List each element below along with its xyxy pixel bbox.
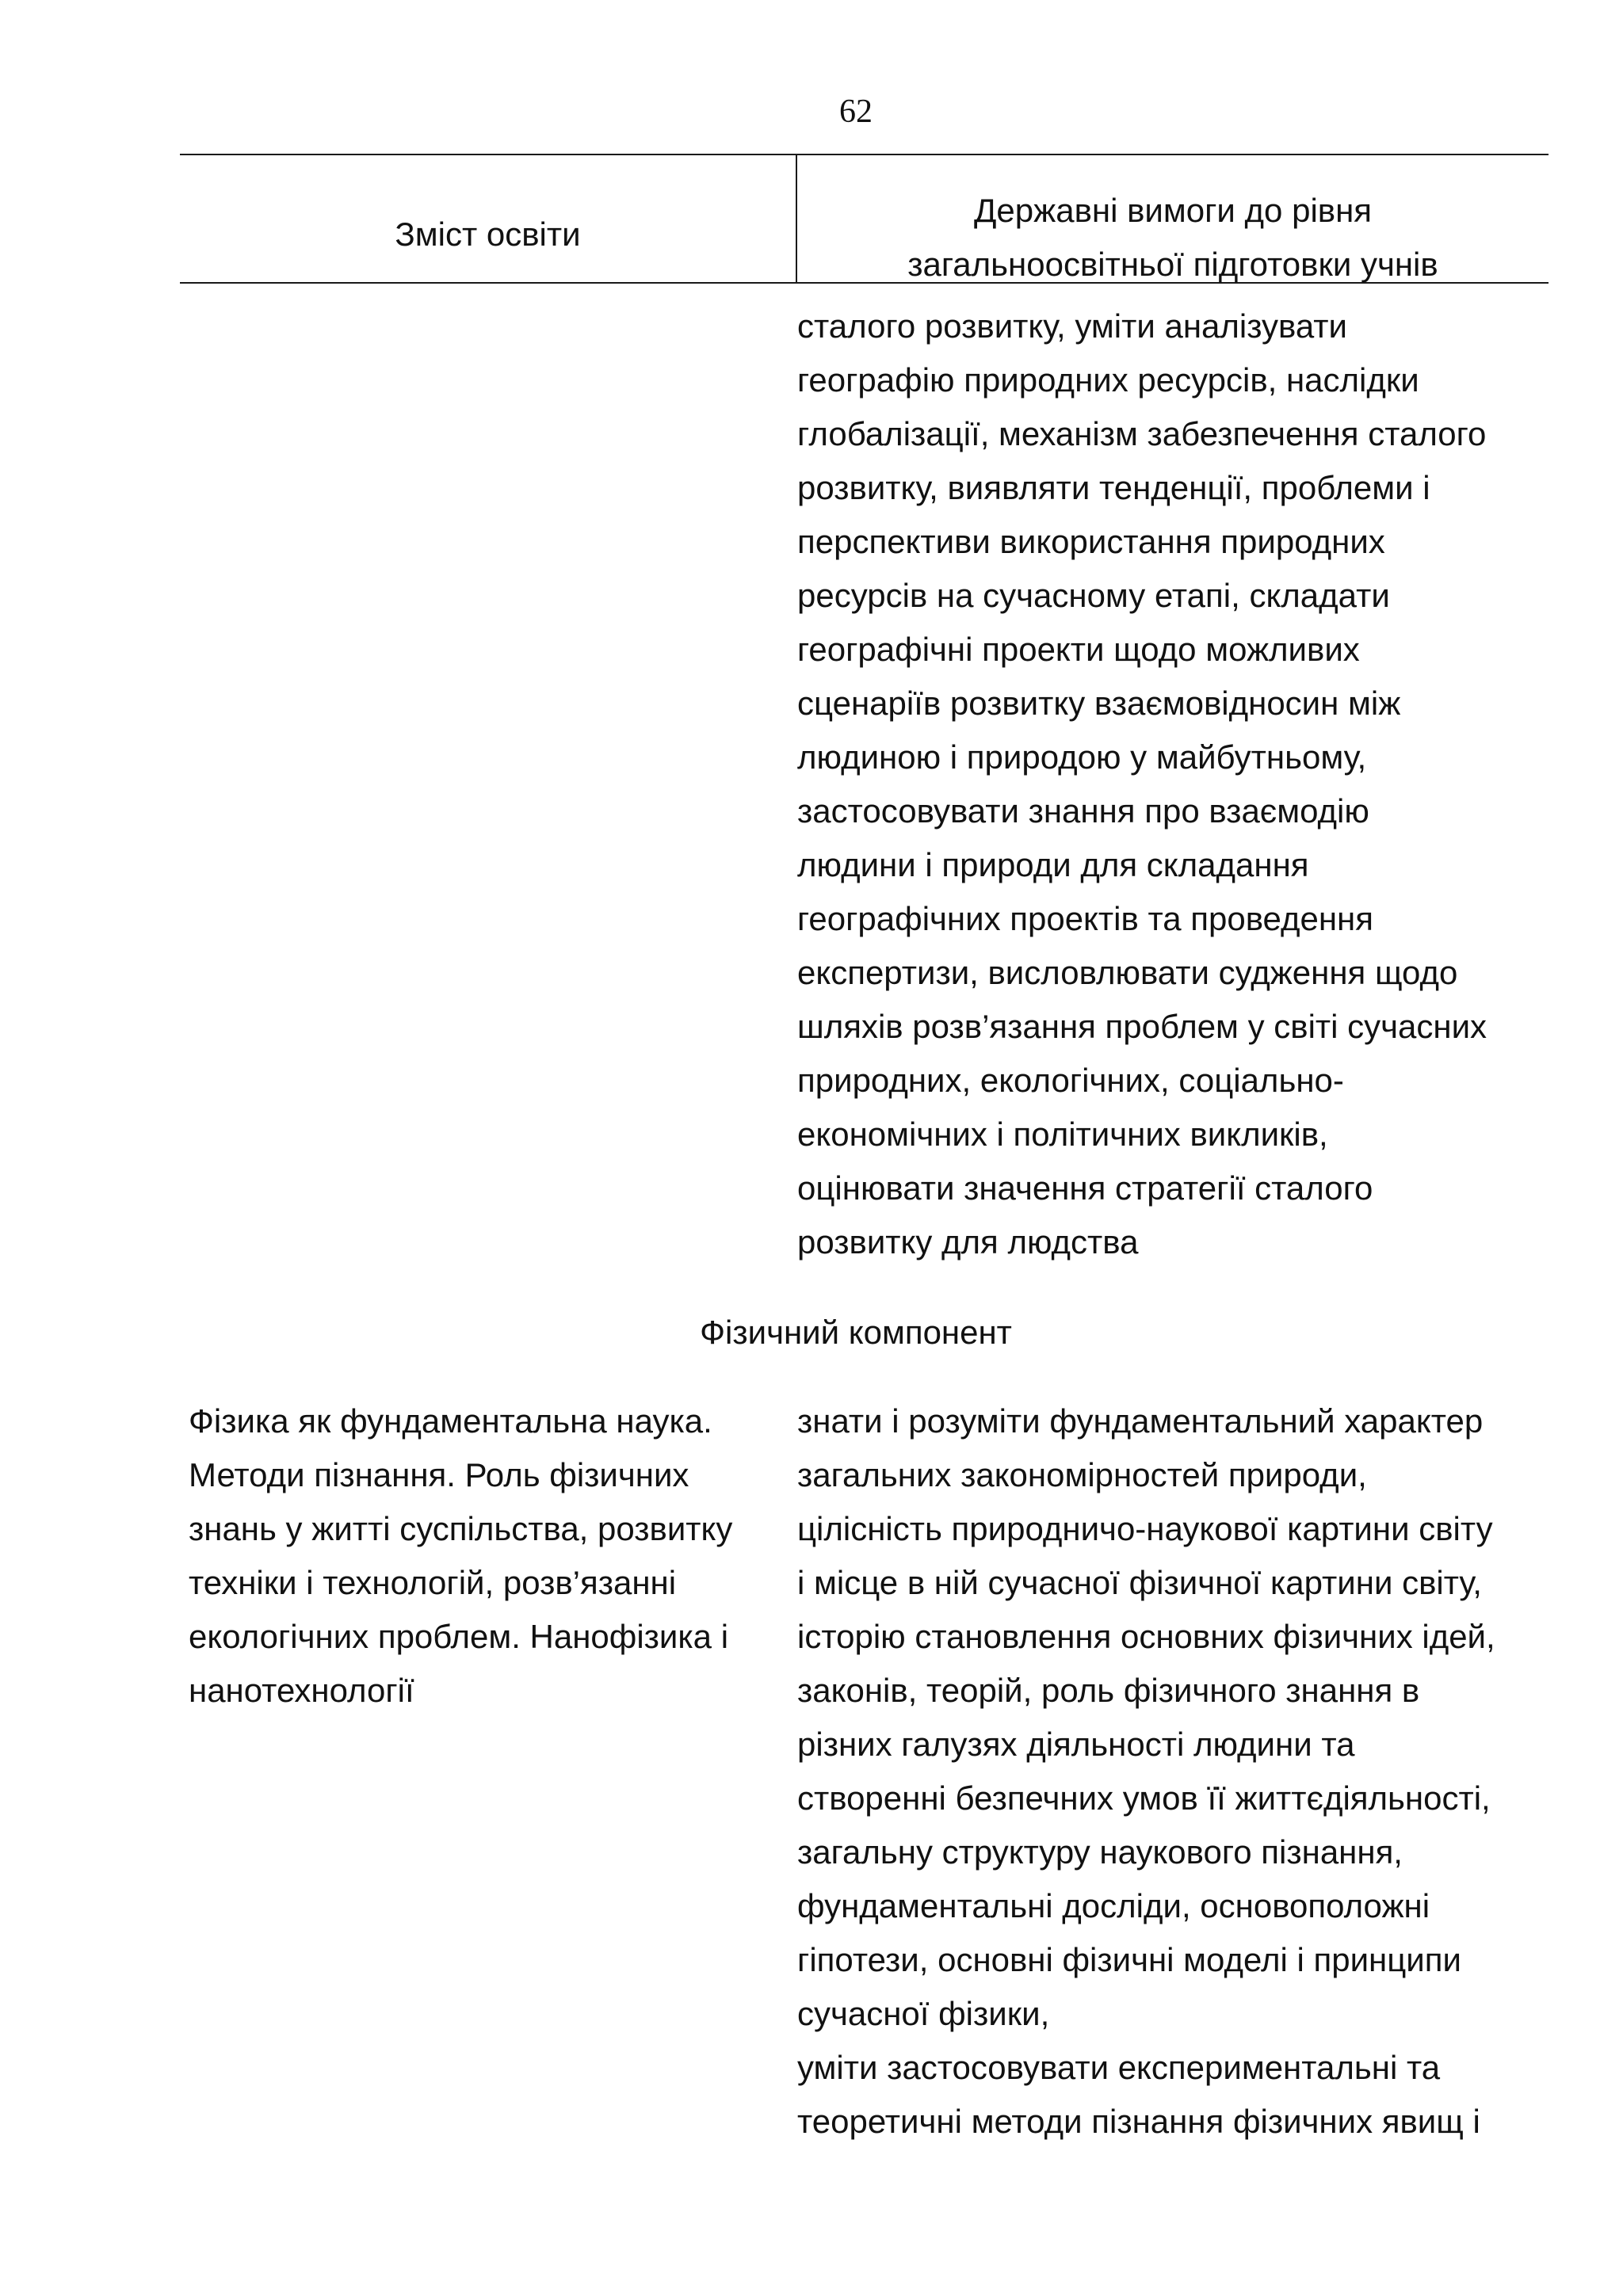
text-line: природних, екологічних, соціально- [797, 1062, 1344, 1099]
text-line: фундаментальні досліди, основоположні [797, 1887, 1430, 1924]
text-line: економічних і політичних викликів, [797, 1116, 1328, 1153]
column-header-content: Зміст освіти [395, 215, 581, 253]
text-line: законів, теорій, роль фізичного знання в [797, 1672, 1420, 1709]
text-line: сучасної фізики, [797, 1995, 1050, 2032]
text-line: загальну структуру наукового пізнання, [797, 1833, 1403, 1871]
text-line: географічних проектів та проведення [797, 900, 1373, 937]
text-line: уміти застосовувати експериментальні та [797, 2049, 1441, 2086]
text-line: техніки і технологій, розв’язанні [189, 1564, 677, 1601]
text-line: Методи пізнання. Роль фізичних [189, 1456, 689, 1493]
text-line: географію природних ресурсів, наслідки [797, 361, 1419, 399]
text-line: і місце в ній сучасної фізичної картини світу, [797, 1564, 1482, 1601]
text-line: людини і природи для складання [797, 846, 1309, 883]
text-line: сценаріїв розвитку взаємовідносин між [797, 685, 1401, 722]
text-line: екологічних проблем. Нанофізика і [189, 1618, 729, 1655]
text-line: історію становлення основних фізичних ідей, [797, 1618, 1495, 1655]
text-line: теоретичні методи пізнання фізичних явищ і [797, 2103, 1480, 2140]
physics-requirements-cell [797, 1394, 1495, 2149]
text-line: Фізика як фундаментальна наука. [189, 1402, 712, 1440]
text-line: знати і розуміти фундаментальний характер [797, 1402, 1484, 1440]
text-line: перспективи використання природних [797, 523, 1385, 560]
text-line: застосовувати знання про взаємодію [797, 792, 1369, 830]
text-line: цілісність природничо-наукової картини світу [797, 1510, 1493, 1547]
text-line: створенні безпечних умов її життєдіяльності, [797, 1779, 1491, 1817]
text-line: географічні проекти щодо можливих [797, 631, 1360, 668]
text-line: експертизи, висловлювати судження щодо [797, 954, 1458, 991]
text-line: загальних закономірностей природи, [797, 1456, 1367, 1493]
text-line: сталого розвитку, уміти аналізувати [797, 307, 1347, 345]
text-line: розвитку для людства [797, 1223, 1139, 1261]
text-line: оцінювати значення стратегії сталого [797, 1169, 1373, 1207]
section-title-physical-component: Фізичний компонент [700, 1314, 1012, 1351]
physics-content-cell [189, 1394, 732, 1718]
column-header-requirements [797, 184, 1549, 292]
text-line: шляхів розв’язання проблем у світі сучасних [797, 1008, 1487, 1045]
text-line: гіпотези, основні фізичні моделі і принципи [797, 1941, 1461, 1978]
text-line: ресурсів на сучасному етапі, складати [797, 577, 1390, 614]
text-line: різних галузях діяльності людини та [797, 1726, 1355, 1763]
column-header-requirements-line: Державні вимоги до рівня [973, 192, 1373, 229]
text-line: глобалізації, механізм забезпечення сталого [797, 415, 1487, 452]
page-number: 62 [839, 93, 873, 130]
requirements-continuation-cell [797, 299, 1487, 1269]
text-line: розвитку, виявляти тенденції, проблеми і [797, 469, 1430, 506]
text-line: знань у житті суспільства, розвитку [189, 1510, 733, 1547]
text-line: людиною і природою у майбутньому, [797, 738, 1367, 776]
column-header-requirements-line: загальноосвітньої підготовки учнів [907, 246, 1438, 283]
text-line: нанотехнології [189, 1672, 414, 1709]
table-top-rule [180, 154, 1549, 155]
